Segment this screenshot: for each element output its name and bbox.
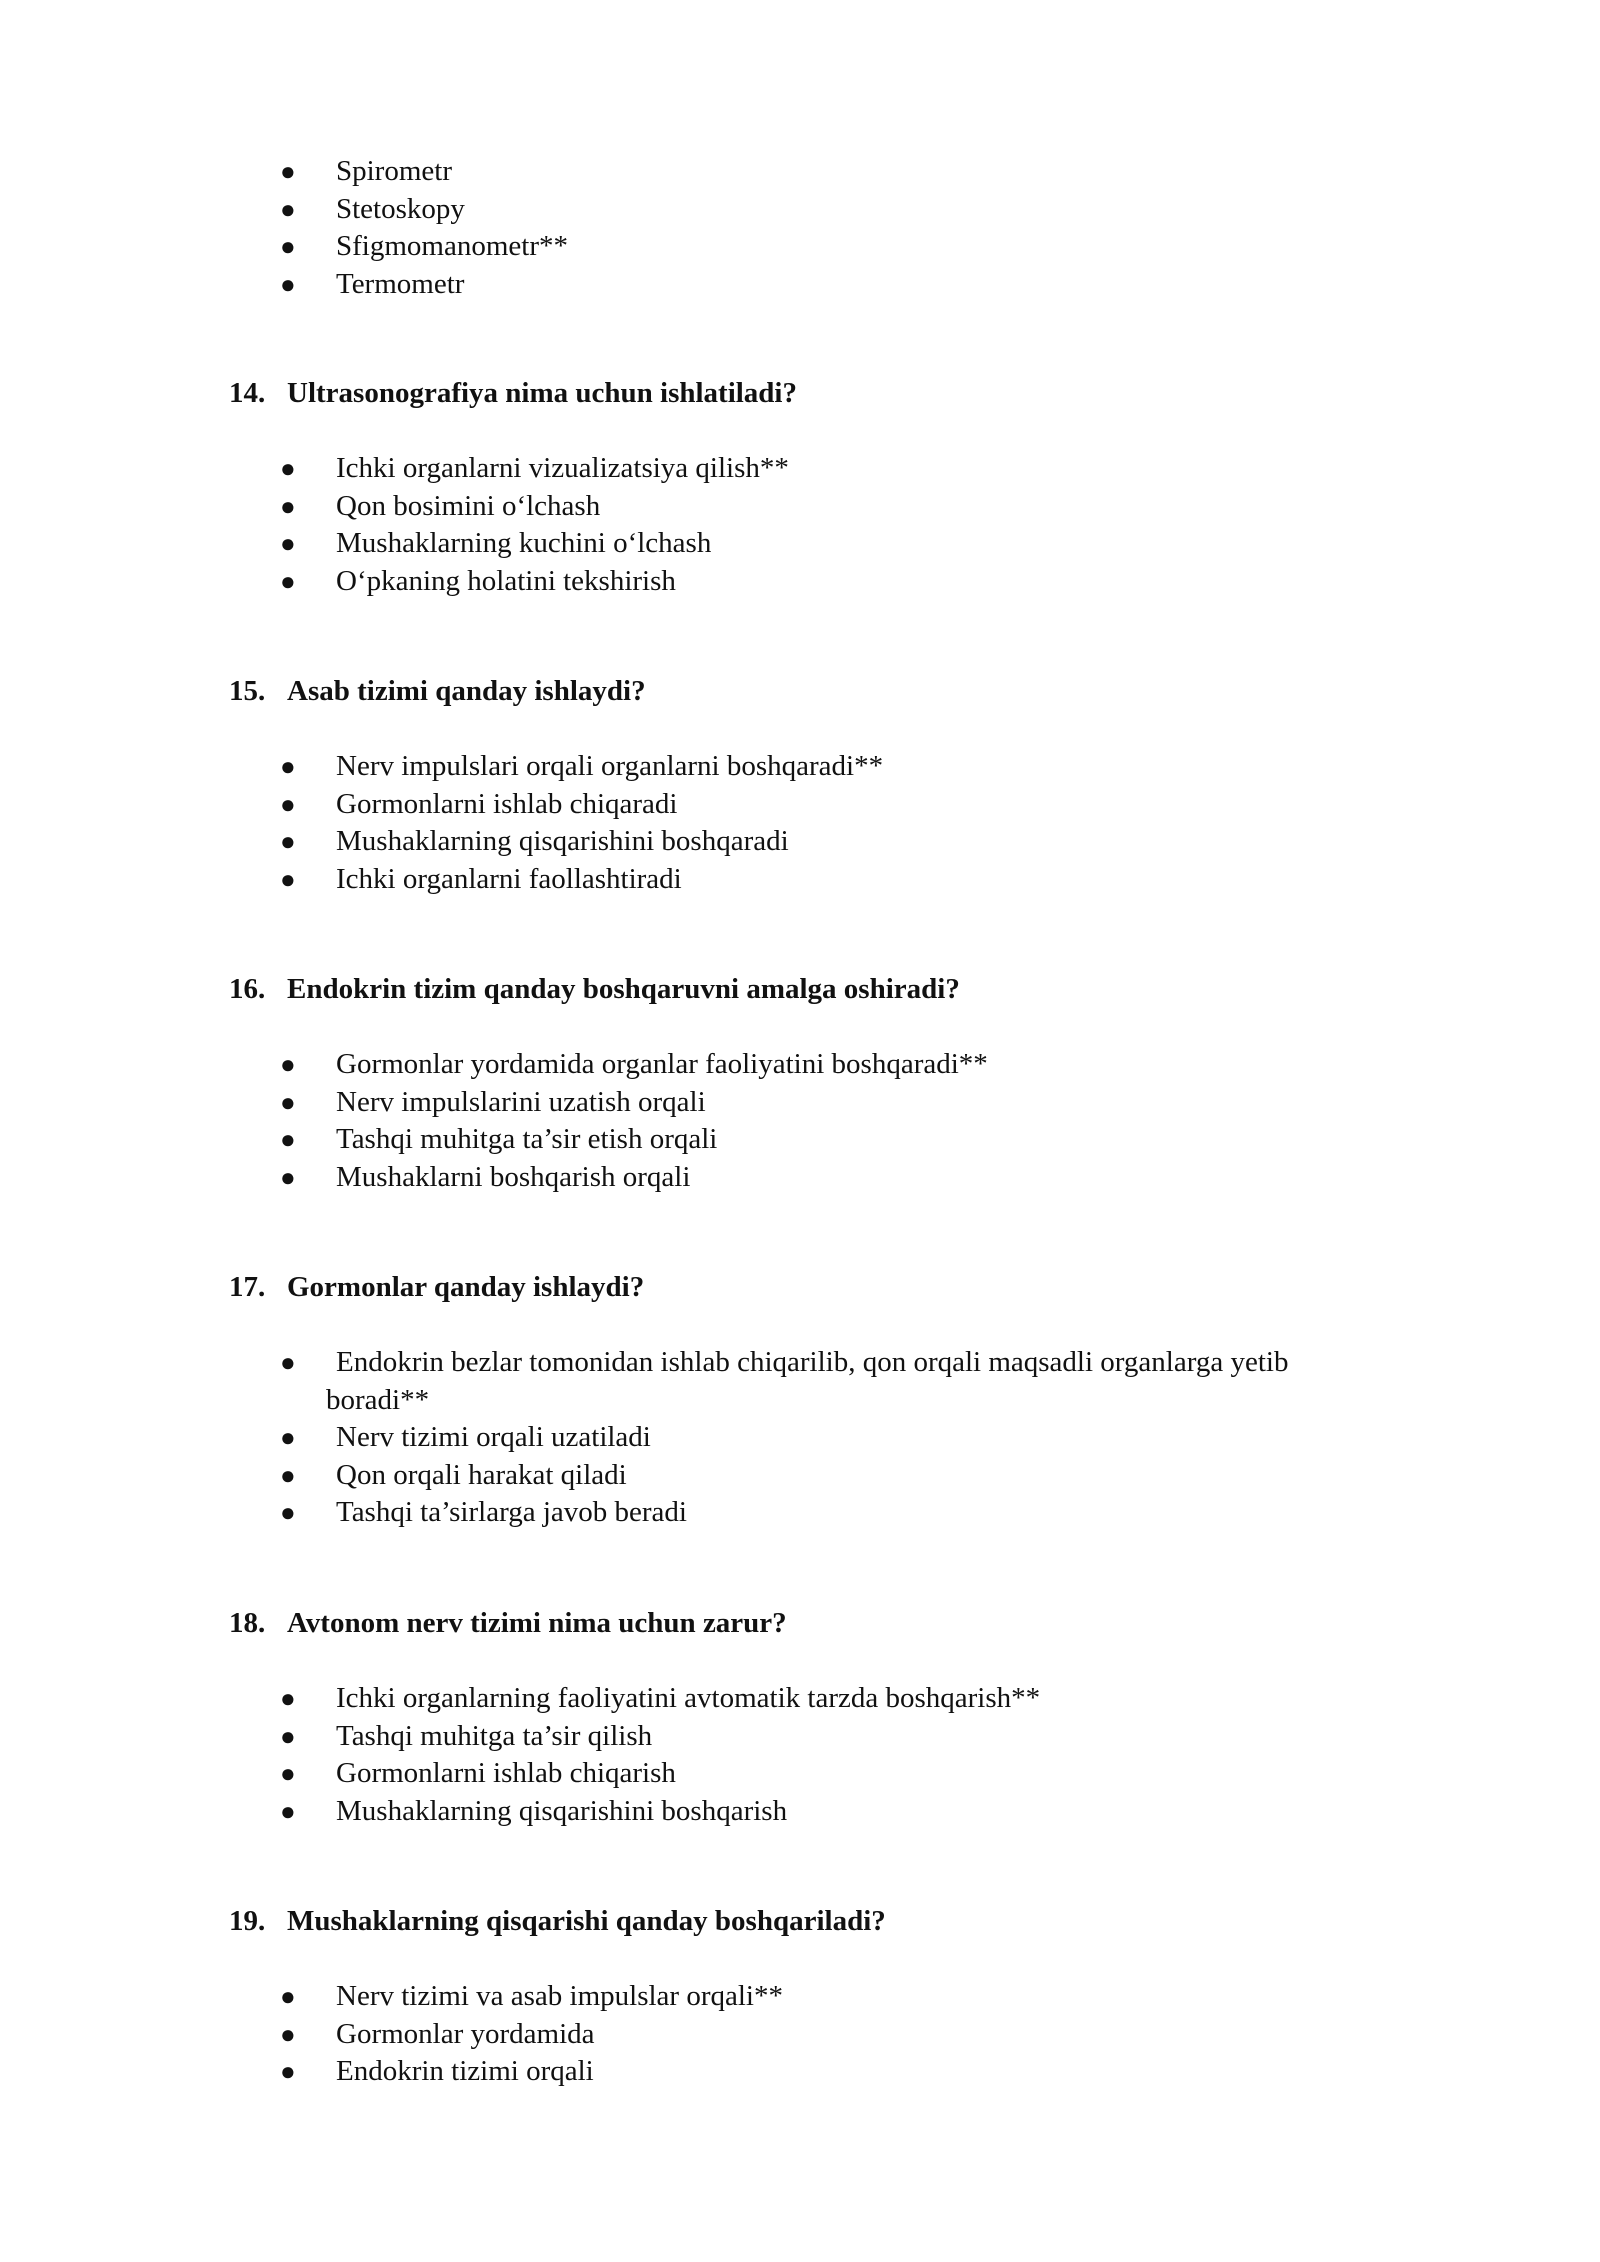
list-item bbox=[0, 748, 1600, 786]
list-item bbox=[0, 563, 1600, 601]
question-title bbox=[229, 1268, 644, 1306]
question-number: 17. bbox=[229, 1271, 266, 1303]
option-text: Qon bosimini oʻlchash bbox=[336, 489, 601, 522]
question-number: 18. bbox=[229, 1607, 266, 1639]
bullet-icon: ● bbox=[280, 1498, 296, 1527]
list-item bbox=[0, 1494, 1600, 1532]
bullet-icon: ● bbox=[280, 491, 296, 521]
option-text-continuation: boradi** bbox=[326, 1383, 430, 1416]
list-item bbox=[0, 228, 1600, 266]
question-options bbox=[0, 1046, 1600, 1196]
list-item bbox=[0, 488, 1600, 526]
list-item bbox=[0, 525, 1600, 563]
option-text: Gormonlarni ishlab chiqaradi bbox=[336, 787, 678, 820]
list-item bbox=[0, 1419, 1600, 1457]
bullet-icon: ● bbox=[280, 1460, 296, 1490]
question-title bbox=[229, 1604, 787, 1642]
bullet-icon: ● bbox=[280, 1721, 296, 1751]
q13-options bbox=[0, 153, 1600, 303]
option-text: Gormonlarni ishlab chiqarish bbox=[336, 1757, 676, 1789]
bullet-icon: ● bbox=[280, 2019, 296, 2049]
list-item bbox=[0, 191, 1600, 229]
option-text: Tashqi ta’sirlarga javob beradi bbox=[336, 1496, 687, 1528]
bullet-icon: ● bbox=[280, 1162, 296, 1192]
question-options bbox=[0, 1680, 1600, 1830]
list-item bbox=[0, 823, 1600, 861]
question-title bbox=[229, 374, 797, 412]
bullet-icon: ● bbox=[280, 1087, 296, 1117]
list-item bbox=[0, 1084, 1600, 1122]
list-item bbox=[0, 1718, 1600, 1756]
bullet-icon: ● bbox=[280, 1050, 296, 1079]
question-number: 14. bbox=[229, 377, 266, 409]
list-item bbox=[0, 1680, 1600, 1718]
option-text: Gormonlar yordamida bbox=[336, 2017, 595, 2050]
question-text: Asab tizimi qanday ishlaydi? bbox=[287, 675, 646, 707]
list-item bbox=[0, 1793, 1600, 1831]
bullet-icon: ● bbox=[280, 269, 296, 299]
option-text: Ichki organlarni faollashtiradi bbox=[336, 862, 682, 895]
bullet-icon: ● bbox=[280, 194, 296, 224]
list-item bbox=[0, 861, 1600, 899]
option-text: Termometr bbox=[336, 267, 465, 300]
bullet-icon: ● bbox=[280, 157, 296, 186]
option-text: Nerv tizimi orqali uzatiladi bbox=[336, 1421, 651, 1453]
bullet-icon: ● bbox=[280, 789, 296, 819]
option-text: Nerv impulslarini uzatish orqali bbox=[336, 1085, 706, 1118]
bullet-icon: ● bbox=[280, 232, 296, 261]
option-text: Qon orqali harakat qiladi bbox=[336, 1458, 627, 1491]
list-item bbox=[0, 153, 1600, 191]
bullet-icon: ● bbox=[280, 529, 296, 558]
option-text: Nerv tizimi va asab impulslar orqali** bbox=[336, 1980, 783, 2012]
question-number: 16. bbox=[229, 973, 266, 1005]
option-text: Gormonlar yordamida organlar faoliyatini boshqaradi** bbox=[336, 1048, 988, 1080]
option-text: Endokrin tizimi orqali bbox=[336, 2055, 594, 2087]
question-title bbox=[229, 1902, 886, 1940]
option-text: Spirometr bbox=[336, 155, 452, 187]
bullet-icon: ● bbox=[280, 1684, 296, 1713]
list-item bbox=[0, 1755, 1600, 1793]
list-item bbox=[0, 266, 1600, 304]
bullet-icon: ● bbox=[280, 566, 296, 596]
option-text: Mushaklarni boshqarish orqali bbox=[336, 1160, 691, 1193]
option-text: Endokrin bezlar tomonidan ishlab chiqarilib, qon orqali maqsadli organlarga yetib bbox=[336, 1346, 1289, 1378]
bullet-icon: ● bbox=[280, 1796, 296, 1826]
list-item bbox=[0, 1344, 1600, 1419]
option-text: Mushaklarning qisqarishini boshqarish bbox=[336, 1794, 788, 1827]
question-options bbox=[0, 1344, 1600, 1532]
bullet-icon: ● bbox=[280, 864, 296, 894]
option-text: Ichki organlarning faoliyatini avtomatik tarzda boshqarish** bbox=[336, 1682, 1041, 1714]
bullet-icon: ● bbox=[280, 827, 296, 856]
question-text: Endokrin tizim qanday boshqaruvni amalga oshiradi? bbox=[287, 973, 960, 1005]
list-item bbox=[0, 1046, 1600, 1084]
question-text: Avtonom nerv tizimi nima uchun zarur? bbox=[287, 1607, 787, 1639]
option-text: Mushaklarning qisqarishini boshqaradi bbox=[336, 825, 789, 857]
list-item bbox=[0, 450, 1600, 488]
option-text: Sfigmomanometr** bbox=[336, 230, 568, 262]
option-text: Mushaklarning kuchini oʻlchash bbox=[336, 527, 712, 559]
option-text: Ichki organlarni vizualizatsiya qilish** bbox=[336, 452, 789, 484]
question-options bbox=[0, 1978, 1600, 2091]
list-item bbox=[0, 2053, 1600, 2091]
bullet-icon: ● bbox=[280, 1423, 296, 1452]
option-text: Oʻpkaning holatini tekshirish bbox=[336, 564, 676, 597]
question-text: Mushaklarning qisqarishi qanday boshqariladi? bbox=[287, 1905, 886, 1937]
question-options bbox=[0, 748, 1600, 898]
bullet-icon: ● bbox=[280, 2057, 296, 2086]
bullet-icon: ● bbox=[280, 752, 296, 781]
question-title bbox=[229, 970, 960, 1008]
list-item bbox=[0, 1457, 1600, 1495]
bullet-icon: ● bbox=[280, 1982, 296, 2011]
list-item bbox=[0, 786, 1600, 824]
question-text: Ultrasonografiya nima uchun ishlatiladi? bbox=[287, 377, 797, 409]
bullet-icon: ● bbox=[280, 1759, 296, 1788]
bullet-icon: ● bbox=[280, 454, 296, 483]
bullet-icon: ● bbox=[280, 1125, 296, 1154]
list-item bbox=[0, 1121, 1600, 1159]
bullet-icon: ● bbox=[280, 1348, 296, 1377]
list-item bbox=[0, 1159, 1600, 1197]
question-title bbox=[229, 672, 646, 710]
option-text: Tashqi muhitga ta’sir etish orqali bbox=[336, 1123, 718, 1155]
list-item bbox=[0, 2016, 1600, 2054]
option-text: Stetoskopy bbox=[336, 192, 465, 225]
question-text: Gormonlar qanday ishlaydi? bbox=[287, 1271, 645, 1303]
option-text: Tashqi muhitga ta’sir qilish bbox=[336, 1719, 653, 1752]
question-number: 19. bbox=[229, 1905, 266, 1937]
question-number: 15. bbox=[229, 675, 266, 707]
list-item bbox=[0, 1978, 1600, 2016]
question-options bbox=[0, 450, 1600, 600]
option-text: Nerv impulslari orqali organlarni boshqaradi** bbox=[336, 750, 884, 782]
